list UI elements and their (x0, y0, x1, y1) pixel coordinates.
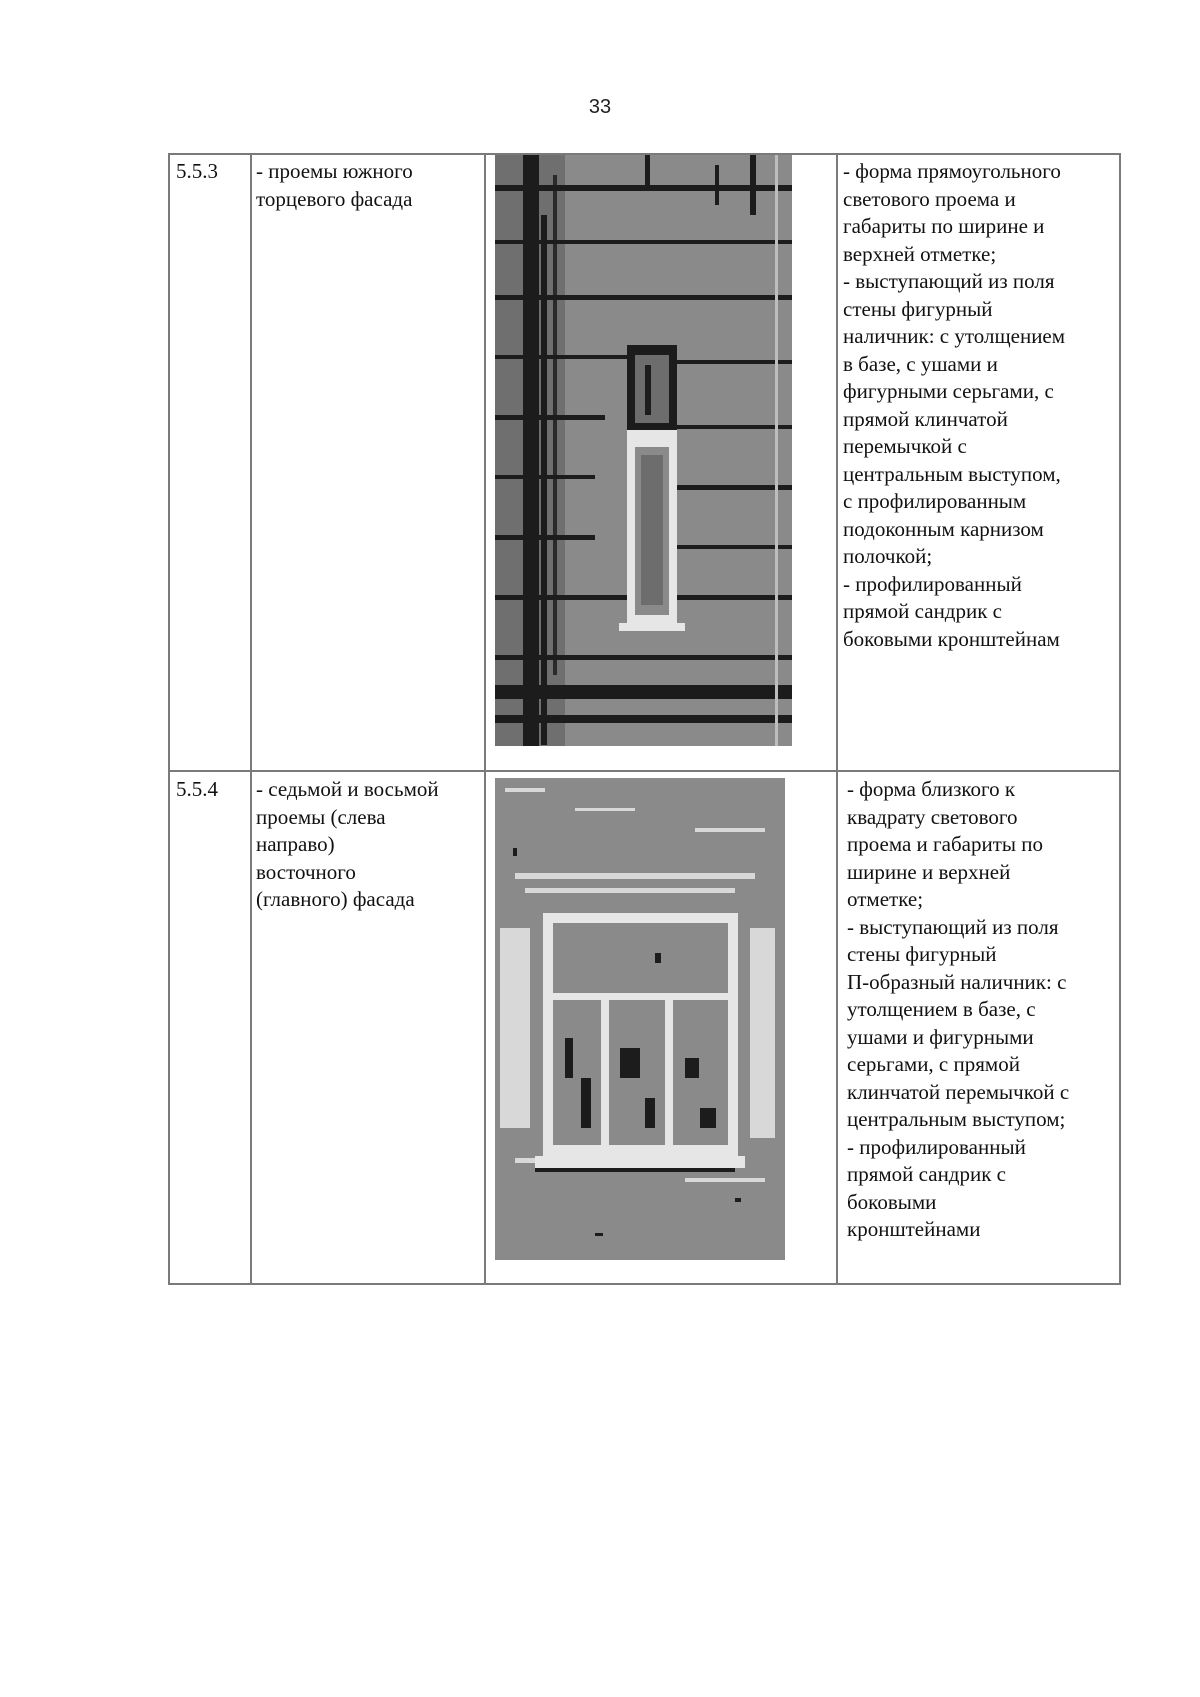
row-number: 5.5.4 (176, 777, 218, 801)
table-col-divider-2 (484, 153, 486, 1285)
element-name: - седьмой и восьмой проемы (слева направо) восточного (главного) фасада (256, 777, 439, 911)
table-border-right (1119, 153, 1121, 1285)
table-border-left (168, 153, 170, 1285)
page-number: 33 (588, 96, 612, 118)
element-description: - форма прямоугольного светового проема и габариты по ширине и верхней отметке; - выступающий из поля стены фигурный наличник: с утолщением в базе, с ушами и фигурными серьгами, с прямой клинчатой перемычкой с центральным выступом, с профилированным подоконным карнизом полочкой; - профилированный прямой сандрик с боковыми кронштейнам (843, 159, 1066, 651)
window-photo-south-facade (495, 155, 792, 746)
window-photo-east-facade (495, 778, 785, 1260)
window-photo-south-facade-image (495, 155, 792, 746)
table-col-divider-3 (836, 153, 838, 1285)
table-row-divider (168, 770, 1121, 772)
element-name: - проемы южного торцевого фасада (256, 159, 413, 211)
window-photo-east-facade-image (495, 778, 785, 1260)
element-description: - форма близкого к квадрату светового проема и габариты по ширине и верхней отметке; - выступающий из поля стены фигурный П-образный наличник: с утолщением в базе, с ушами и фигурными серьгами, с прямой клинчатой перемычкой с центральным выступом; - профилированный прямой сандрик с боковыми кронштейнами (847, 777, 1070, 1241)
row-number: 5.5.3 (176, 159, 218, 183)
table-col-divider-1 (250, 153, 252, 1285)
table-border-bottom (168, 1283, 1121, 1285)
